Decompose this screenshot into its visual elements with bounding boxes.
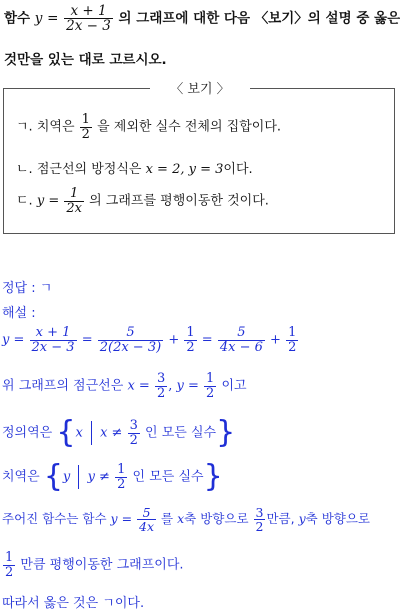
bogi-item-3-post: 의 그래프를 평행이동한 것이다.	[89, 193, 269, 209]
bogi-item-3-marker: ㄷ.	[16, 193, 33, 209]
eq-fraction-3-denominator: 2	[186, 339, 195, 355]
domain-post: 인 모든 실수	[145, 425, 217, 441]
explanation-label: 해설 :	[2, 306, 36, 321]
bogi-item-2-pre: 점근선의 방정식은	[36, 162, 142, 177]
eq-fraction-4-numerator: 5	[218, 326, 265, 341]
bogi-item-2-math-1: x = 2,	[145, 162, 185, 177]
bogi-item-1-numerator: 1	[81, 112, 90, 127]
bogi-item-2-post: 이다.	[223, 162, 253, 177]
bogi-item-3	[16, 187, 269, 215]
eq-equals-1: =	[81, 332, 93, 348]
asymptote-x-denominator: 2	[156, 385, 166, 401]
range-post: 인 모든 실수	[132, 469, 204, 485]
eq-plus-1: +	[168, 332, 180, 348]
asymptote-y: y =	[176, 378, 199, 394]
bogi-label: 〈 보기 〉	[150, 78, 250, 97]
explanation-equation	[2, 326, 299, 354]
asymptote-pre: 위 그래프의 점근선은	[2, 378, 124, 394]
bogi-item-2-marker: ㄴ.	[16, 162, 33, 177]
shift-fraction-1-denominator: 4x	[139, 519, 155, 535]
eq-fraction-2-numerator: 5	[98, 326, 163, 341]
domain-denominator: 2	[129, 432, 138, 448]
shift-fraction-1	[137, 506, 156, 533]
bogi-item-2	[16, 158, 253, 177]
domain-cond: x ≠	[100, 425, 123, 441]
eq-fraction-1	[30, 326, 77, 354]
eq-fraction-5-numerator: 1	[288, 325, 297, 340]
shift-y: y =	[110, 511, 133, 527]
asymptote-y-fraction	[204, 372, 216, 400]
shift-2-numerator: 1	[5, 550, 14, 565]
shift-axis-x: x	[177, 511, 185, 527]
range-divider	[78, 465, 79, 489]
shift-2-post: 만큼 평행이동한 그래프이다.	[20, 557, 184, 573]
asymptote-x-numerator: 3	[156, 371, 166, 386]
domain-pre: 정의역은	[2, 425, 53, 441]
shift-fraction-2	[254, 506, 266, 533]
eq-fraction-5-denominator: 2	[288, 339, 297, 355]
shift-pre: 주어진 함수는 함수	[2, 511, 107, 527]
eq-lhs: y =	[2, 332, 25, 348]
question-line-2: 것만을 있는 대로 고르시오.	[4, 52, 167, 68]
shift-axis-y: y	[298, 511, 306, 527]
bogi-item-1-pre: 치역은	[36, 119, 75, 135]
domain-line	[2, 415, 236, 450]
question-fraction-denominator: 2x − 3	[66, 18, 111, 35]
shift-fraction-1-numerator: 5	[137, 506, 156, 520]
bogi-item-2-math-2: y = 3	[188, 162, 224, 177]
shift-line-2	[2, 551, 184, 579]
eq-fraction-3-numerator: 1	[186, 325, 195, 340]
bogi-item-3-numerator: 1	[64, 187, 84, 202]
range-pre: 치역은	[2, 469, 40, 485]
bogi-item-1-fraction	[80, 113, 92, 141]
eq-fraction-3	[184, 326, 196, 354]
eq-plus-2: +	[270, 332, 281, 348]
shift-2-fraction	[3, 551, 15, 579]
shift-mid-4: 축 방향으로	[305, 511, 370, 527]
question-line-1	[4, 4, 400, 33]
range-numerator: 1	[117, 461, 126, 477]
domain-fraction	[128, 419, 140, 447]
range-fraction	[115, 463, 127, 491]
eq-fraction-1-denominator: 2x − 3	[31, 339, 75, 355]
question-prefix: 함수	[4, 10, 31, 27]
domain-numerator: 3	[129, 417, 138, 433]
answer-label: 정답 : ㄱ	[2, 281, 53, 296]
bogi-item-3-fraction	[64, 187, 84, 215]
question-suffix: 의 그래프에 대한 다음 〈보기〉의 설명 중 옳은	[118, 10, 400, 27]
shift-mid: 를	[161, 511, 174, 527]
bogi-item-3-denominator: 2x	[66, 200, 82, 216]
domain-var: x	[75, 425, 83, 441]
shift-mid-2: 축 방향으로	[184, 511, 249, 527]
question-fraction-numerator: x + 1	[64, 4, 113, 19]
asymptote-post: 이고	[221, 378, 247, 394]
eq-fraction-4-denominator: 4x − 6	[219, 339, 263, 355]
range-cond: y ≠	[87, 469, 110, 485]
eq-fraction-2	[98, 326, 163, 354]
shift-mid-3: 만큼,	[266, 511, 295, 527]
eq-equals-2: =	[201, 332, 213, 348]
asymptote-x-fraction	[155, 372, 167, 400]
shift-fraction-2-numerator: 3	[255, 505, 264, 520]
conclusion: 따라서 옳은 것은 ㄱ이다.	[2, 596, 145, 611]
asymptote-y-denominator: 2	[206, 385, 215, 401]
range-right-brace: }	[203, 459, 223, 494]
question-eq: =	[47, 10, 59, 27]
question-y: y	[34, 10, 43, 27]
shift-2-denominator: 2	[5, 564, 14, 580]
eq-fraction-2-denominator: 2(2x − 3)	[99, 339, 162, 355]
bogi-item-3-y: y =	[36, 193, 60, 209]
range-line	[2, 459, 223, 494]
shift-line-1	[2, 506, 370, 533]
range-var: y	[62, 469, 71, 485]
bogi-item-1-marker: ㄱ.	[16, 119, 33, 135]
eq-fraction-4	[218, 326, 265, 354]
asymptote-x: x =	[127, 378, 150, 394]
question-fraction	[64, 4, 113, 33]
asymptote-sep: ,	[168, 378, 173, 394]
asymptote-y-numerator: 1	[206, 371, 215, 386]
domain-left-brace: {	[56, 415, 76, 450]
eq-fraction-1-numerator: x + 1	[30, 326, 77, 341]
eq-fraction-5	[286, 326, 298, 354]
bogi-item-1	[16, 113, 281, 141]
domain-divider	[91, 421, 92, 445]
asymptote-line	[2, 372, 247, 400]
range-denominator: 2	[117, 476, 126, 492]
shift-fraction-2-denominator: 2	[255, 519, 264, 535]
domain-right-brace: }	[216, 415, 236, 450]
range-left-brace: {	[43, 459, 63, 494]
bogi-item-1-denominator: 2	[81, 126, 90, 142]
bogi-item-1-post: 을 제외한 실수 전체의 집합이다.	[97, 119, 282, 135]
